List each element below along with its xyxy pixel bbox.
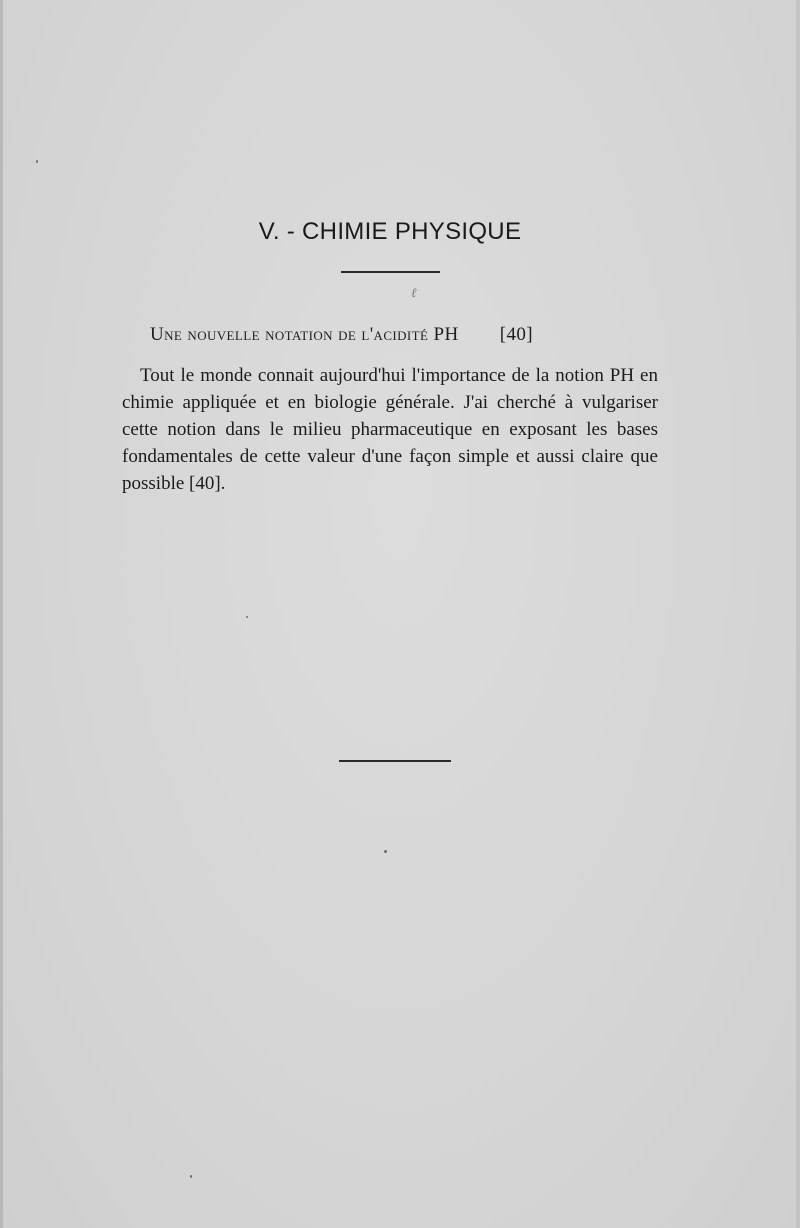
article-heading-ph: PH [433, 324, 459, 345]
bottom-divider-rule [339, 760, 451, 762]
article-reference: [40] [499, 324, 533, 345]
paper-speck [246, 616, 248, 618]
section-title: V. - CHIMIE PHYSIQUE [258, 218, 522, 245]
paper-speck [36, 160, 38, 163]
page-edge-right [796, 0, 800, 1228]
page-edge-left [0, 0, 3, 1228]
paper-speck [190, 1175, 192, 1178]
paper-speck [384, 850, 387, 853]
top-divider-rule [341, 271, 440, 273]
article-heading [150, 324, 650, 346]
article-body: Tout le monde connait aujourd'hui l'importance de la notion PH en chimie appliquée et en biologie générale. J'ai cherché à vulgariser cette notion dans le milieu pharmaceutique en exposant les bases fondamentales de cette valeur d'une façon simple et aussi claire que possible [40]. [122, 365, 658, 494]
pencil-mark: ℓ [411, 286, 417, 301]
article-heading-title: Une nouvelle notation de l'acidité [150, 324, 429, 345]
